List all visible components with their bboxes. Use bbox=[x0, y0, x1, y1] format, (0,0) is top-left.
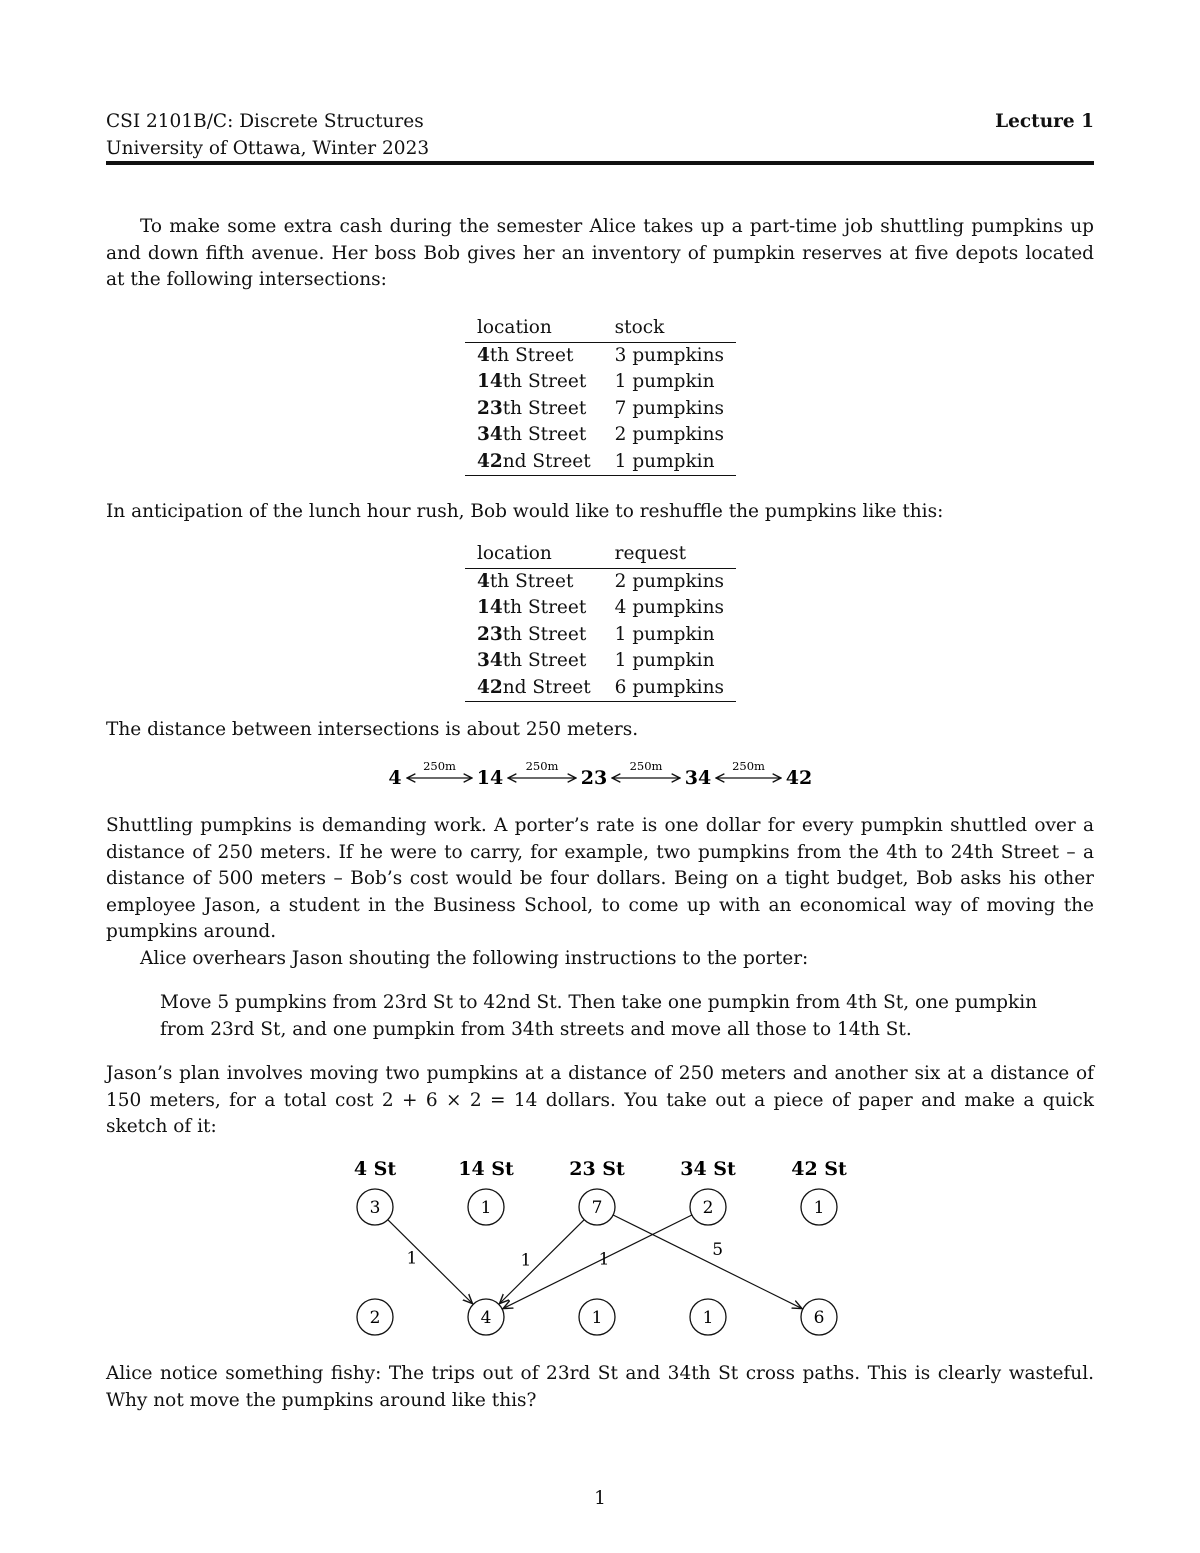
value-cell: 4 pumpkins bbox=[614, 597, 725, 618]
flow-edge bbox=[613, 1215, 802, 1309]
flow-edge bbox=[499, 1220, 584, 1304]
stock-table bbox=[465, 315, 736, 476]
request-node-value: 4 bbox=[480, 1308, 492, 1328]
chain-node: 23 bbox=[580, 767, 608, 789]
street-chain-diagram bbox=[106, 757, 1094, 797]
location-cell bbox=[465, 369, 603, 396]
street-suffix: th Street bbox=[502, 623, 587, 645]
value-cell: 1 pumpkin bbox=[603, 449, 736, 476]
cost-paragraph: Shuttling pumpkins is demanding work. A porter’s rate is one dollar for every pumpkin shuttled over a distance of 250 meters. If he were to carry, for example, two pumpkins from the 4th to 24th Street – a distance of 500 meters – Bob’s cost would be four dollars. Being on a tight budget, Bob asks his other employee Jason, a student in the Business School, to come up with an economical way of moving the pumpkins around. bbox=[106, 815, 1094, 942]
instruction-quote-line-1: Move 5 pumpkins from 23rd St to 42nd St. Then take one pumpkin from 4th St, one pumpkin bbox=[160, 992, 1038, 1013]
table-row bbox=[465, 675, 736, 702]
chain-node: 4 bbox=[388, 767, 402, 789]
value-cell: 2 pumpkins bbox=[614, 424, 725, 445]
chain-edge-label: 250m bbox=[525, 759, 559, 773]
location-cell bbox=[465, 449, 603, 476]
value-cell: 6 pumpkins bbox=[603, 675, 736, 702]
sketch-column-label: 42 St bbox=[791, 1158, 847, 1180]
value-cell: 3 pumpkins bbox=[614, 344, 725, 366]
request-node-value: 2 bbox=[369, 1308, 381, 1328]
stock-node-value: 3 bbox=[369, 1198, 381, 1218]
location-cell bbox=[465, 622, 603, 649]
table-row bbox=[465, 422, 736, 449]
request-table bbox=[465, 541, 736, 702]
table-row bbox=[465, 369, 736, 396]
location-cell bbox=[465, 342, 603, 369]
sketch-column-label: 34 St bbox=[680, 1158, 736, 1180]
street-number: 23 bbox=[477, 623, 503, 645]
location-cell bbox=[465, 675, 603, 702]
street-number: 14 bbox=[477, 371, 503, 392]
table-row bbox=[465, 342, 736, 369]
street-number: 4 bbox=[477, 344, 490, 366]
request-table-header-request: request bbox=[603, 541, 736, 568]
table-row bbox=[465, 449, 736, 476]
table-row bbox=[465, 648, 736, 675]
street-number: 4 bbox=[477, 570, 490, 592]
sketch-column-label: 23 St bbox=[569, 1158, 625, 1180]
request-node-value: 1 bbox=[591, 1308, 603, 1328]
flow-edge-label: 1 bbox=[598, 1249, 610, 1270]
flow-edge-label: 1 bbox=[406, 1248, 418, 1269]
location-cell bbox=[465, 396, 603, 423]
value-cell: 1 pumpkin bbox=[614, 650, 715, 671]
street-suffix: th Street bbox=[502, 597, 587, 618]
stock-node-value: 1 bbox=[480, 1198, 492, 1218]
location-cell bbox=[465, 568, 603, 595]
location-cell bbox=[465, 648, 603, 675]
street-suffix: th Street bbox=[502, 371, 587, 392]
stock-node-value: 1 bbox=[813, 1198, 825, 1218]
stock-table-header-location: location bbox=[465, 315, 603, 342]
chain-edge-label: 250m bbox=[423, 759, 456, 773]
table-row bbox=[465, 396, 736, 423]
flow-edge bbox=[503, 1215, 692, 1309]
value-cell: 1 pumpkin bbox=[614, 371, 715, 392]
request-table-header-location: location bbox=[465, 541, 603, 568]
chain-edge-label: 250m bbox=[732, 759, 765, 773]
chain-edge-label: 250m bbox=[629, 759, 663, 773]
table-row bbox=[465, 622, 736, 649]
university-term: University of Ottawa, Winter 2023 bbox=[106, 138, 430, 159]
street-suffix: th Street bbox=[489, 344, 574, 366]
distance-paragraph: The distance between intersections is about 250 meters. bbox=[106, 719, 639, 740]
street-suffix: nd Street bbox=[502, 450, 591, 472]
plan-paragraph: Jason’s plan involves moving two pumpkins at a distance of 250 meters and another six at a distance of 150 meters, for a total cost 2 + 6 × 2 = 14 dollars. You take out a piece of paper and make a quick sketch of it: bbox=[106, 1063, 1094, 1137]
sketch-column-label: 14 St bbox=[458, 1158, 514, 1180]
location-cell bbox=[465, 422, 603, 449]
stock-table-header-stock: stock bbox=[603, 315, 736, 342]
street-suffix: th Street bbox=[502, 397, 587, 419]
request-node-value: 6 bbox=[813, 1308, 825, 1328]
chain-node: 14 bbox=[476, 767, 504, 789]
header-rule bbox=[106, 161, 1094, 165]
instruction-quote-line-2: from 23rd St, and one pumpkin from 34th streets and move all those to 14th St. bbox=[160, 1019, 912, 1040]
intro-paragraph: To make some extra cash during the semester Alice takes up a part-time job shuttling pumpkins up and down fifth avenue. Her boss Bob gives her an inventory of pumpkin reserves at five depots located at the following intersections: bbox=[106, 216, 1094, 290]
value-cell: 1 pumpkin bbox=[614, 623, 715, 645]
course-title: CSI 2101B/C: Discrete Structures bbox=[106, 111, 424, 132]
street-suffix: th Street bbox=[502, 650, 587, 671]
flow-edge bbox=[388, 1220, 473, 1304]
street-suffix: th Street bbox=[489, 570, 574, 592]
street-suffix: nd Street bbox=[502, 676, 591, 698]
lecture-label: Lecture 1 bbox=[995, 111, 1094, 132]
fishy-paragraph: Alice notice something fishy: The trips out of 23rd St and 34th St cross paths. This is clearly wasteful. Why not move the pumpkins around like this? bbox=[106, 1363, 1094, 1411]
street-number: 23 bbox=[477, 397, 503, 419]
table-row bbox=[465, 595, 736, 622]
street-suffix: th Street bbox=[502, 424, 587, 445]
sketch-column-label: 4 St bbox=[353, 1158, 397, 1180]
chain-node: 34 bbox=[684, 767, 712, 789]
pumpkin-flow-sketch bbox=[106, 1150, 1094, 1345]
table-row bbox=[465, 568, 736, 595]
street-number: 14 bbox=[477, 597, 503, 618]
request-node-value: 1 bbox=[702, 1308, 714, 1328]
chain-node: 42 bbox=[785, 767, 813, 789]
flow-edge-label: 5 bbox=[712, 1239, 724, 1260]
street-number: 42 bbox=[477, 676, 503, 698]
stock-node-value: 2 bbox=[702, 1198, 714, 1218]
overhear-paragraph: Alice overhears Jason shouting the following instructions to the porter: bbox=[140, 948, 809, 969]
flow-edge-label: 1 bbox=[520, 1250, 532, 1271]
reshuffle-paragraph: In anticipation of the lunch hour rush, Bob would like to reshuffle the pumpkins like this: bbox=[106, 501, 944, 522]
page-number: 1 bbox=[594, 1488, 606, 1509]
street-number: 34 bbox=[477, 650, 503, 671]
value-cell: 2 pumpkins bbox=[614, 570, 725, 592]
value-cell: 7 pumpkins bbox=[614, 397, 725, 419]
stock-node-value: 7 bbox=[591, 1198, 603, 1218]
street-number: 42 bbox=[477, 450, 503, 472]
street-number: 34 bbox=[477, 424, 503, 445]
location-cell bbox=[465, 595, 603, 622]
